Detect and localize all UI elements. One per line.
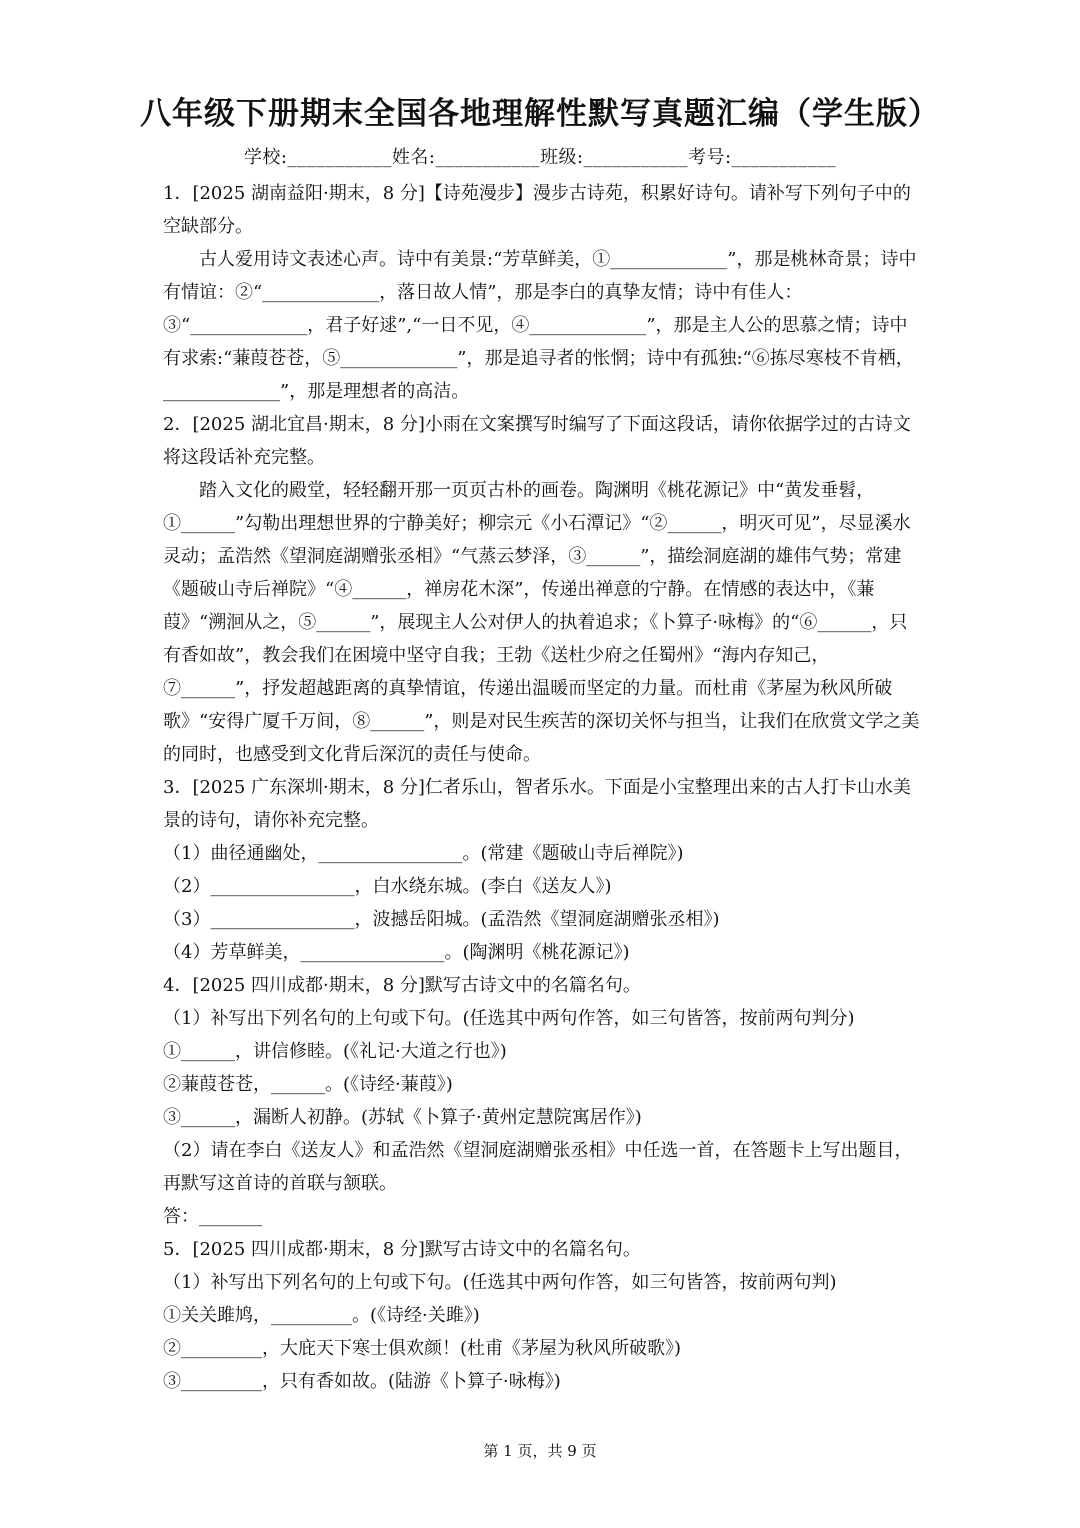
question-list bbox=[163, 177, 923, 1398]
question-4-blank-2: ②蒹葭苍苍，______。(《诗经·蒹葭》) bbox=[163, 1074, 453, 1095]
question-5-blank-1: ①关关雎鸠，_________。(《诗经·关雎》) bbox=[163, 1305, 480, 1326]
question-3-item-1: （1）曲径通幽处，________________。(常建《题破山寺后禅院》) bbox=[163, 843, 684, 864]
question-5-part-1-instruction: （1）补写出下列名句的上句或下句。(任选其中两句作答，如三句皆答，按前两句判) bbox=[163, 1272, 837, 1293]
question-4-blank-3: ③______，漏断人初静。(苏轼《卜算子·黄州定慧院寓居作》) bbox=[163, 1107, 642, 1128]
question-5-blank-2: ②_________，大庇天下寒士俱欢颜！(杜甫《茅屋为秋风所破歌》) bbox=[163, 1338, 682, 1359]
question-2-header: 2．[2025 湖北宜昌·期末，8 分]小雨在文案撰写时编写了下面这段话，请你依据学过的古诗文将这段话补充完整。 bbox=[163, 414, 911, 468]
question-4-answer-line: 答：_______ bbox=[163, 1206, 262, 1227]
question-1-passage: 古人爱用诗文表述心声。诗中有美景:“芳草鲜美，①_____________”，那是桃林奇景；诗中有情谊：②“_____________，落日故人情”，那是李白的真挚友情；诗中有佳人：③“_____________，君子好逑”,“一日不见，④_____________”，那是主人公的思慕之情；诗中有求索:“蒹葭苍苍，⑤_____________”，那是追寻者的怅惘；诗中有孤独:“⑥拣尽寒枝不肯栖，_____________”，那是理想者的高洁。 bbox=[163, 249, 917, 402]
student-info-line: 学校:___________姓名:___________班级:___________考号:___________ bbox=[243, 147, 837, 168]
question-4-header: 4．[2025 四川成都·期末，8 分]默写古诗文中的名篇名句。 bbox=[163, 975, 641, 996]
question-4-part-1-instruction: （1）补写出下列名句的上句或下句。(任选其中两句作答，如三句皆答，按前两句判分) bbox=[163, 1008, 855, 1029]
document-title: 八年级下册期末全国各地理解性默写真题汇编（学生版） bbox=[140, 96, 940, 132]
question-3-item-4: （4）芳草鲜美，________________。(陶渊明《桃花源记》) bbox=[163, 942, 630, 963]
question-3-header: 3．[2025 广东深圳·期末，8 分]仁者乐山，智者乐水。下面是小宝整理出来的古人打卡山水美景的诗句，请你补充完整。 bbox=[163, 777, 911, 831]
question-3-item-3: （3）________________，波撼岳阳城。(孟浩然《望洞庭湖赠张丞相》) bbox=[163, 909, 720, 930]
question-4-part-2-instruction: （2）请在李白《送友人》和孟浩然《望洞庭湖赠张丞相》中任选一首，在答题卡上写出题目，再默写这首诗的首联与颔联。 bbox=[163, 1140, 913, 1194]
question-5-header: 5．[2025 四川成都·期末，8 分]默写古诗文中的名篇名句。 bbox=[163, 1239, 641, 1260]
question-5-blank-3: ③_________，只有香如故。(陆游《卜算子·咏梅》) bbox=[163, 1371, 561, 1392]
question-4-blank-1: ①______，讲信修睦。(《礼记·大道之行也》) bbox=[163, 1041, 507, 1062]
page-number-footer: 第 1 页，共 9 页 bbox=[483, 1442, 597, 1460]
question-2-passage: 踏入文化的殿堂，轻轻翻开那一页页古朴的画卷。陶渊明《桃花源记》中“黄发垂髫，①______”勾勒出理想世界的宁静美好；柳宗元《小石潭记》“②______，明灭可见”，尽显溪水灵动；孟浩然《望洞庭湖赠张丞相》“气蒸云梦泽，③______”，描绘洞庭湖的雄伟气势；常建《题破山寺后禅院》“④______，禅房花木深”，传递出禅意的宁静。在情感的表达中，《蒹葭》“溯洄从之，⑤______”，展现主人公对伊人的执着追求；《卜算子·咏梅》的“⑥______，只有香如故”，教会我们在困境中坚守自我；王勃《送杜少府之任蜀州》“海内存知己，⑦______”，抒发超越距离的真挚情谊，传递出温暖而坚定的力量。而杜甫《茅屋为秋风所破歌》“安得广厦千万间，⑧______”，则是对民生疾苦的深切关怀与担当，让我们在欣赏文学之美的同时，也感受到文化背后深沉的责任与使命。 bbox=[163, 480, 920, 765]
question-1-header: 1．[2025 湖南益阳·期末，8 分]【诗苑漫步】漫步古诗苑，积累好诗句。请补写下列句子中的空缺部分。 bbox=[163, 183, 911, 237]
question-3-item-2: （2）________________，白水绕东城。(李白《送友人》) bbox=[163, 876, 612, 897]
